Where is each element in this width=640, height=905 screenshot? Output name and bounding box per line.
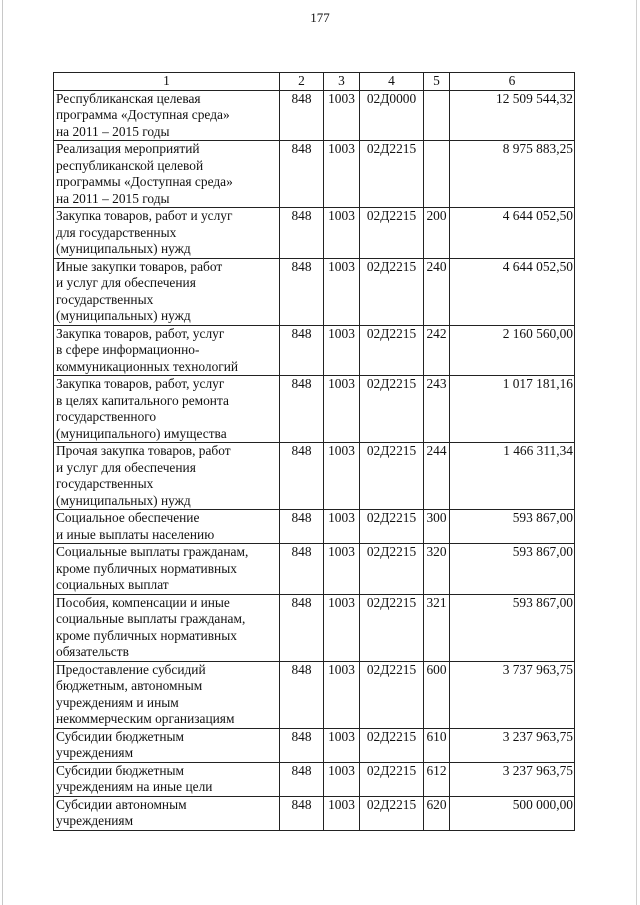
expense-type-cell: 242 [424,325,450,376]
table-row [54,594,575,661]
admin-code-cell: 848 [280,208,324,259]
column-header: 4 [360,73,424,91]
table-row [54,443,575,510]
section-code-cell: 1003 [324,762,360,796]
target-article-cell: 02Д2215 [360,510,424,544]
amount-cell: 593 867,00 [450,544,575,595]
row-name-cell: Субсидии бюджетным учреждениям [54,728,280,762]
column-header: 2 [280,73,324,91]
target-article-cell: 02Д2215 [360,376,424,443]
amount-cell: 593 867,00 [450,510,575,544]
admin-code-cell: 848 [280,594,324,661]
amount-cell: 12 509 544,32 [450,90,575,141]
admin-code-cell: 848 [280,90,324,141]
expense-type-cell: 321 [424,594,450,661]
target-article-cell: 02Д2215 [360,141,424,208]
table-row [54,510,575,544]
row-name-cell: Иные закупки товаров, работ и услуг для обеспечения государственных (муниципальных) нужд [54,258,280,325]
table-row [54,141,575,208]
expense-type-cell: 200 [424,208,450,259]
row-name-cell: Социальные выплаты гражданам, кроме публичных нормативных социальных выплат [54,544,280,595]
table-row [54,376,575,443]
target-article-cell: 02Д2215 [360,796,424,830]
column-header: 5 [424,73,450,91]
row-name-cell: Субсидии автономным учреждениям [54,796,280,830]
column-header: 3 [324,73,360,91]
row-name-cell: Закупка товаров, работ, услуг в сфере информационно- коммуникационных технологий [54,325,280,376]
table-row [54,208,575,259]
row-name-cell: Социальное обеспечение и иные выплаты населению [54,510,280,544]
table-row [54,728,575,762]
expense-type-cell: 243 [424,376,450,443]
row-name-cell: Республиканская целевая программа «Доступная среда» на 2011 – 2015 годы [54,90,280,141]
expense-type-cell: 612 [424,762,450,796]
table-header-row [54,73,575,91]
section-code-cell: 1003 [324,141,360,208]
section-code-cell: 1003 [324,443,360,510]
amount-cell: 593 867,00 [450,594,575,661]
expense-type-cell: 300 [424,510,450,544]
amount-cell: 1 466 311,34 [450,443,575,510]
amount-cell: 1 017 181,16 [450,376,575,443]
section-code-cell: 1003 [324,208,360,259]
expense-type-cell [424,141,450,208]
row-name-cell: Закупка товаров, работ, услуг в целях капитального ремонта государственного (муниципального) имущества [54,376,280,443]
admin-code-cell: 848 [280,762,324,796]
admin-code-cell: 848 [280,141,324,208]
admin-code-cell: 848 [280,796,324,830]
row-name-cell: Предоставление субсидий бюджетным, автономным учреждениям и иным некоммерческим организациям [54,661,280,728]
section-code-cell: 1003 [324,544,360,595]
admin-code-cell: 848 [280,258,324,325]
target-article-cell: 02Д2215 [360,208,424,259]
section-code-cell: 1003 [324,796,360,830]
expense-type-cell: 600 [424,661,450,728]
budget-table [53,72,575,831]
section-code-cell: 1003 [324,90,360,141]
table-row [54,258,575,325]
section-code-cell: 1003 [324,661,360,728]
amount-cell: 500 000,00 [450,796,575,830]
row-name-cell: Субсидии бюджетным учреждениям на иные цели [54,762,280,796]
amount-cell: 4 644 052,50 [450,258,575,325]
section-code-cell: 1003 [324,258,360,325]
amount-cell: 3 737 963,75 [450,661,575,728]
target-article-cell: 02Д2215 [360,661,424,728]
column-header: 1 [54,73,280,91]
target-article-cell: 02Д0000 [360,90,424,141]
section-code-cell: 1003 [324,510,360,544]
section-code-cell: 1003 [324,376,360,443]
column-header: 6 [450,73,575,91]
table-row [54,762,575,796]
expense-type-cell: 620 [424,796,450,830]
table-row [54,90,575,141]
row-name-cell: Прочая закупка товаров, работ и услуг для обеспечения государственных (муниципальных) нужд [54,443,280,510]
section-code-cell: 1003 [324,728,360,762]
expense-type-cell: 610 [424,728,450,762]
target-article-cell: 02Д2215 [360,594,424,661]
target-article-cell: 02Д2215 [360,762,424,796]
target-article-cell: 02Д2215 [360,728,424,762]
page-number: 177 [310,10,330,25]
scan-edge-right [636,0,637,905]
scan-edge-left [2,0,3,905]
target-article-cell: 02Д2215 [360,258,424,325]
amount-cell: 4 644 052,50 [450,208,575,259]
target-article-cell: 02Д2215 [360,544,424,595]
row-name-cell: Закупка товаров, работ и услуг для государственных (муниципальных) нужд [54,208,280,259]
row-name-cell: Пособия, компенсации и иные социальные выплаты гражданам, кроме публичных нормативных обязательств [54,594,280,661]
table-body [54,90,575,830]
amount-cell: 8 975 883,25 [450,141,575,208]
admin-code-cell: 848 [280,325,324,376]
admin-code-cell: 848 [280,443,324,510]
amount-cell: 3 237 963,75 [450,762,575,796]
admin-code-cell: 848 [280,728,324,762]
section-code-cell: 1003 [324,325,360,376]
section-code-cell: 1003 [324,594,360,661]
amount-cell: 3 237 963,75 [450,728,575,762]
row-name-cell: Реализация мероприятий республиканской целевой программы «Доступная среда» на 2011 – 2015 годы [54,141,280,208]
expense-type-cell [424,90,450,141]
table-row [54,661,575,728]
expense-type-cell: 240 [424,258,450,325]
admin-code-cell: 848 [280,661,324,728]
table-row [54,796,575,830]
table-row [54,325,575,376]
admin-code-cell: 848 [280,510,324,544]
admin-code-cell: 848 [280,376,324,443]
expense-type-cell: 244 [424,443,450,510]
amount-cell: 2 160 560,00 [450,325,575,376]
admin-code-cell: 848 [280,544,324,595]
expense-type-cell: 320 [424,544,450,595]
table-row [54,544,575,595]
target-article-cell: 02Д2215 [360,325,424,376]
target-article-cell: 02Д2215 [360,443,424,510]
